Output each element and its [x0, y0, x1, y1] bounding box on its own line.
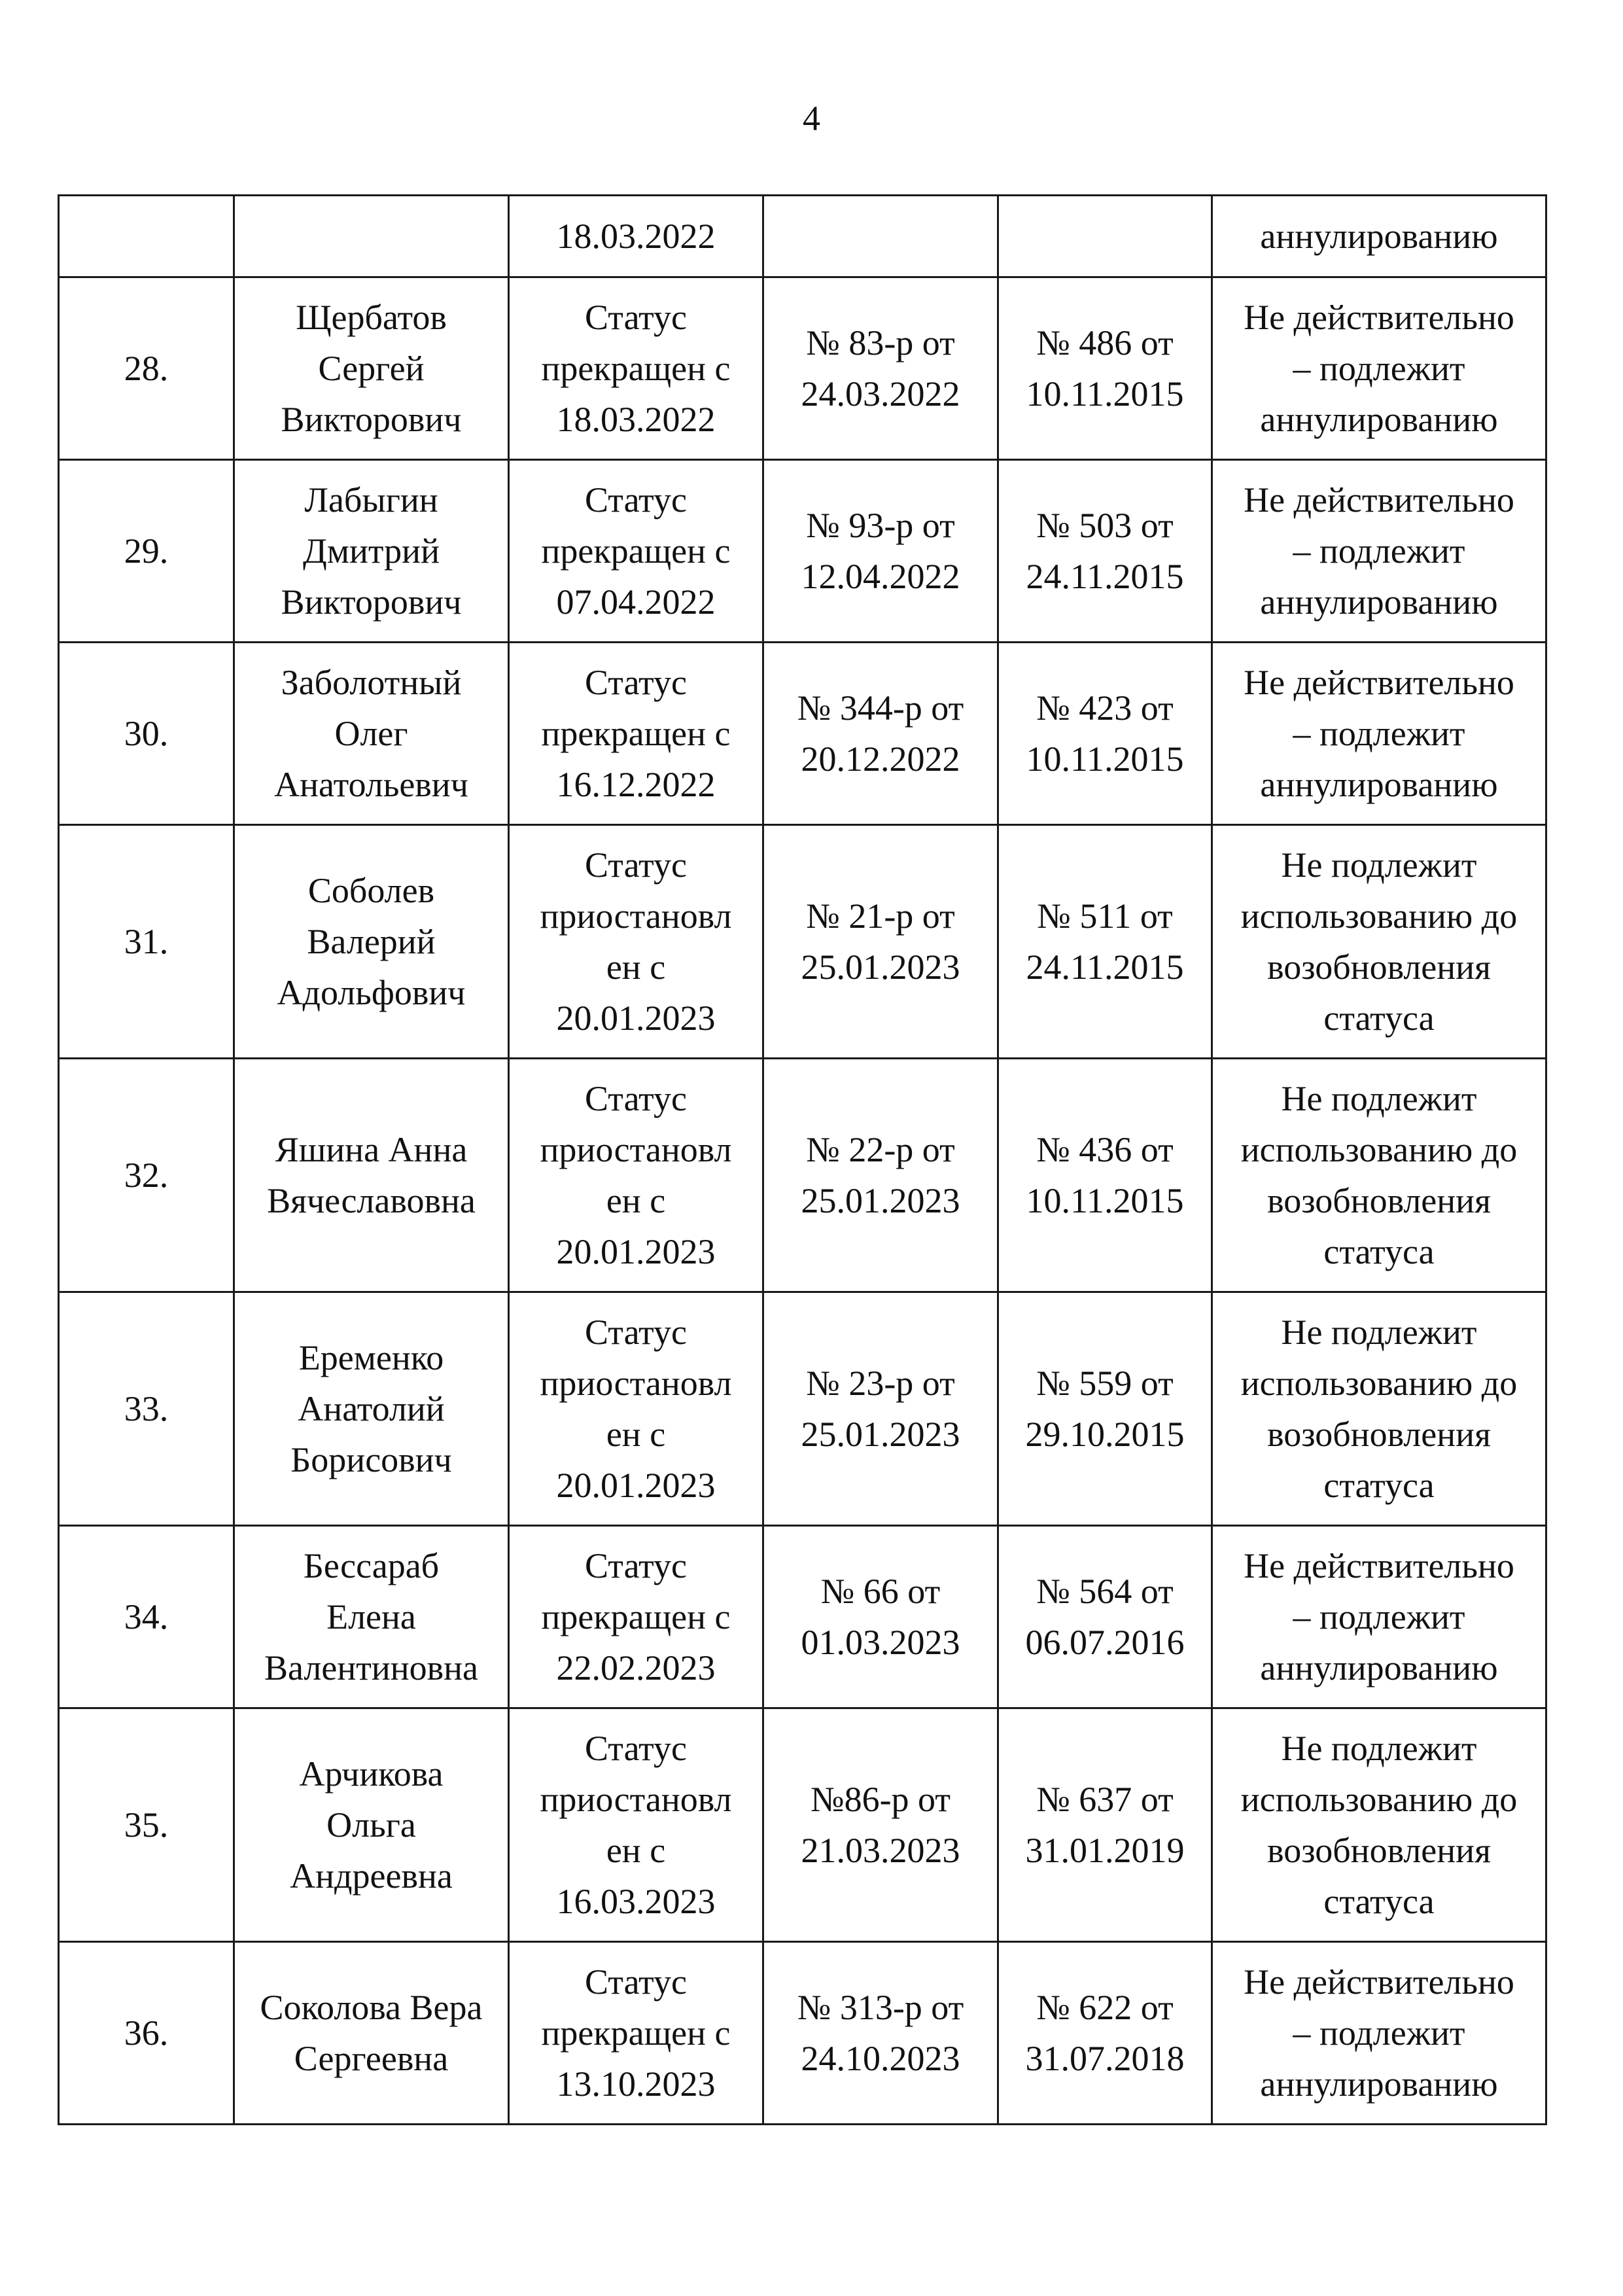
note-cell: Не действительно – подлежит аннулированию — [1212, 460, 1546, 643]
order-cell: № 23-р от 25.01.2023 — [763, 1292, 998, 1526]
certificate-cell — [998, 196, 1212, 277]
status-cell: Статус приостановл ен с 20.01.2023 — [509, 1059, 763, 1292]
row-number-cell: 28. — [59, 277, 234, 460]
order-cell: №86-р от 21.03.2023 — [763, 1708, 998, 1942]
row-number-cell: 36. — [59, 1942, 234, 2125]
certificate-cell: № 511 от 24.11.2015 — [998, 825, 1212, 1059]
row-number-cell: 29. — [59, 460, 234, 643]
note-cell: Не действительно – подлежит аннулированию — [1212, 277, 1546, 460]
row-number-cell — [59, 196, 234, 277]
status-cell: Статус приостановл ен с 20.01.2023 — [509, 825, 763, 1059]
certificate-cell: № 564 от 06.07.2016 — [998, 1526, 1212, 1708]
full-name-cell: Яшина Анна Вячеславовна — [234, 1059, 509, 1292]
row-number-cell: 31. — [59, 825, 234, 1059]
order-cell: № 66 от 01.03.2023 — [763, 1526, 998, 1708]
order-cell: № 22-р от 25.01.2023 — [763, 1059, 998, 1292]
order-cell: № 21-р от 25.01.2023 — [763, 825, 998, 1059]
row-number-cell: 32. — [59, 1059, 234, 1292]
table-row — [59, 1059, 1546, 1292]
note-cell: Не подлежит использованию до возобновления статуса — [1212, 1292, 1546, 1526]
status-cell: Статус прекращен с 16.12.2022 — [509, 643, 763, 825]
table-row — [59, 1292, 1546, 1526]
certificate-cell: № 486 от 10.11.2015 — [998, 277, 1212, 460]
status-cell: Статус прекращен с 13.10.2023 — [509, 1942, 763, 2125]
registry-table — [58, 194, 1547, 2125]
table-row — [59, 1526, 1546, 1708]
full-name-cell: Арчикова Ольга Андреевна — [234, 1708, 509, 1942]
row-number-cell: 30. — [59, 643, 234, 825]
note-cell: аннулированию — [1212, 196, 1546, 277]
certificate-cell: № 559 от 29.10.2015 — [998, 1292, 1212, 1526]
row-number-cell: 33. — [59, 1292, 234, 1526]
table-row — [59, 460, 1546, 643]
order-cell: № 83-р от 24.03.2022 — [763, 277, 998, 460]
full-name-cell — [234, 196, 509, 277]
table-row — [59, 1708, 1546, 1942]
full-name-cell: Щербатов Сергей Викторович — [234, 277, 509, 460]
page-number: 4 — [803, 99, 820, 138]
certificate-cell: № 622 от 31.07.2018 — [998, 1942, 1212, 2125]
table-row — [59, 277, 1546, 460]
table-row — [59, 196, 1546, 277]
note-cell: Не подлежит использованию до возобновления статуса — [1212, 825, 1546, 1059]
status-cell: Статус приостановл ен с 20.01.2023 — [509, 1292, 763, 1526]
status-cell: Статус прекращен с 22.02.2023 — [509, 1526, 763, 1708]
order-cell: № 93-р от 12.04.2022 — [763, 460, 998, 643]
full-name-cell: Бессараб Елена Валентиновна — [234, 1526, 509, 1708]
full-name-cell: Лабыгин Дмитрий Викторович — [234, 460, 509, 643]
full-name-cell: Еременко Анатолий Борисович — [234, 1292, 509, 1526]
status-cell: Статус прекращен с 07.04.2022 — [509, 460, 763, 643]
note-cell: Не действительно – подлежит аннулированию — [1212, 1942, 1546, 2125]
order-cell: № 313-р от 24.10.2023 — [763, 1942, 998, 2125]
full-name-cell: Соколова Вера Сергеевна — [234, 1942, 509, 2125]
order-cell — [763, 196, 998, 277]
full-name-cell: Заболотный Олег Анатольевич — [234, 643, 509, 825]
row-number-cell: 35. — [59, 1708, 234, 1942]
note-cell: Не действительно – подлежит аннулированию — [1212, 643, 1546, 825]
table-row — [59, 1942, 1546, 2125]
order-cell: № 344-р от 20.12.2022 — [763, 643, 998, 825]
table-row — [59, 643, 1546, 825]
certificate-cell: № 423 от 10.11.2015 — [998, 643, 1212, 825]
certificate-cell: № 637 от 31.01.2019 — [998, 1708, 1212, 1942]
certificate-cell: № 503 от 24.11.2015 — [998, 460, 1212, 643]
note-cell: Не действительно – подлежит аннулированию — [1212, 1526, 1546, 1708]
status-cell: Статус приостановл ен с 16.03.2023 — [509, 1708, 763, 1942]
full-name-cell: Соболев Валерий Адольфович — [234, 825, 509, 1059]
note-cell: Не подлежит использованию до возобновления статуса — [1212, 1708, 1546, 1942]
table-row — [59, 825, 1546, 1059]
note-cell: Не подлежит использованию до возобновления статуса — [1212, 1059, 1546, 1292]
row-number-cell: 34. — [59, 1526, 234, 1708]
certificate-cell: № 436 от 10.11.2015 — [998, 1059, 1212, 1292]
status-cell: 18.03.2022 — [509, 196, 763, 277]
status-cell: Статус прекращен с 18.03.2022 — [509, 277, 763, 460]
